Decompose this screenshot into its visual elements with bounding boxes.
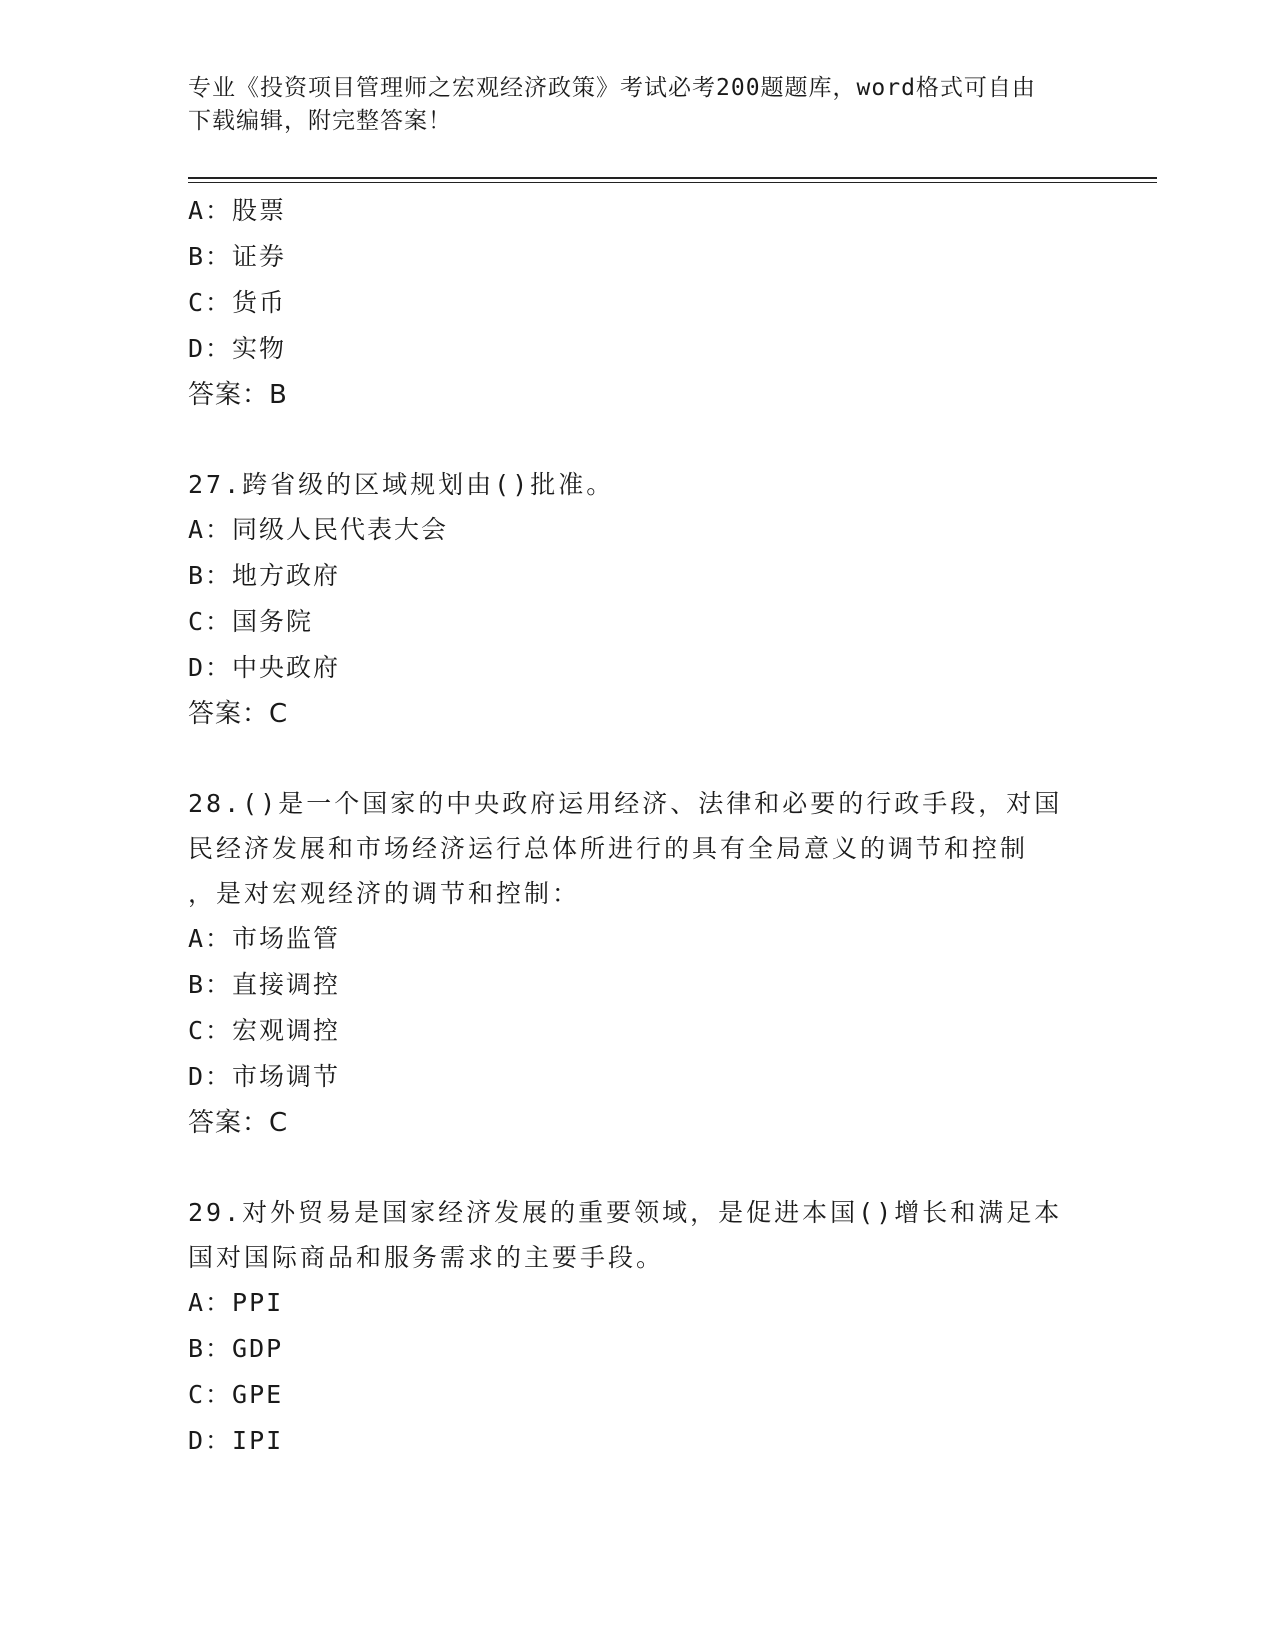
question-27 — [188, 462, 1088, 737]
question-stem-line: 27.跨省级的区域规划由()批准。 — [188, 470, 615, 499]
question-spacer — [188, 418, 1088, 462]
option-d: D：中央政府 — [188, 653, 341, 682]
document-header — [188, 72, 1088, 138]
option-b: B：证券 — [188, 242, 287, 271]
question-stem — [188, 781, 1088, 916]
option-a: A：股票 — [188, 196, 287, 225]
option-b: B：GDP — [188, 1334, 284, 1363]
option-a: A：PPI — [188, 1288, 284, 1317]
option-b: B：直接调控 — [188, 970, 341, 999]
option-d: D：市场调节 — [188, 1062, 341, 1091]
question-29 — [188, 1190, 1088, 1464]
answer-line: 答案：B — [188, 380, 288, 410]
option-c: C：货币 — [188, 288, 287, 317]
option-d: D：IPI — [188, 1426, 284, 1455]
question-stem-line: 29.对外贸易是国家经济发展的重要领域，是促进本国()增长和满足本 — [188, 1198, 1063, 1227]
answer-line: 答案：C — [188, 699, 289, 729]
question-28 — [188, 781, 1088, 1146]
question-stem — [188, 462, 1088, 507]
header-divider — [188, 177, 1157, 183]
question-stem-line: 民经济发展和市场经济运行总体所进行的具有全局意义的调节和控制 — [188, 834, 1029, 863]
question-spacer — [188, 737, 1088, 781]
option-c: C：宏观调控 — [188, 1016, 341, 1045]
option-b: B：地方政府 — [188, 561, 341, 590]
header-line-1: 专业《投资项目管理师之宏观经济政策》考试必考200题题库，word格式可自由 — [188, 75, 1036, 101]
header-line-2: 下载编辑，附完整答案！ — [188, 108, 452, 134]
question-stem — [188, 1190, 1088, 1280]
option-a: A：同级人民代表大会 — [188, 515, 449, 544]
option-c: C：国务院 — [188, 607, 314, 636]
option-c: C：GPE — [188, 1380, 284, 1409]
question-26 — [188, 188, 1088, 418]
option-a: A：市场监管 — [188, 924, 341, 953]
question-spacer — [188, 1146, 1088, 1190]
answer-line: 答案：C — [188, 1108, 289, 1138]
question-stem-line: ，是对宏观经济的调节和控制： — [188, 879, 581, 908]
question-list — [188, 188, 1088, 1464]
option-d: D：实物 — [188, 334, 287, 363]
question-stem-line: 国对国际商品和服务需求的主要手段。 — [188, 1243, 665, 1272]
question-stem-line: 28.()是一个国家的中央政府运用经济、法律和必要的行政手段，对国 — [188, 789, 1063, 818]
